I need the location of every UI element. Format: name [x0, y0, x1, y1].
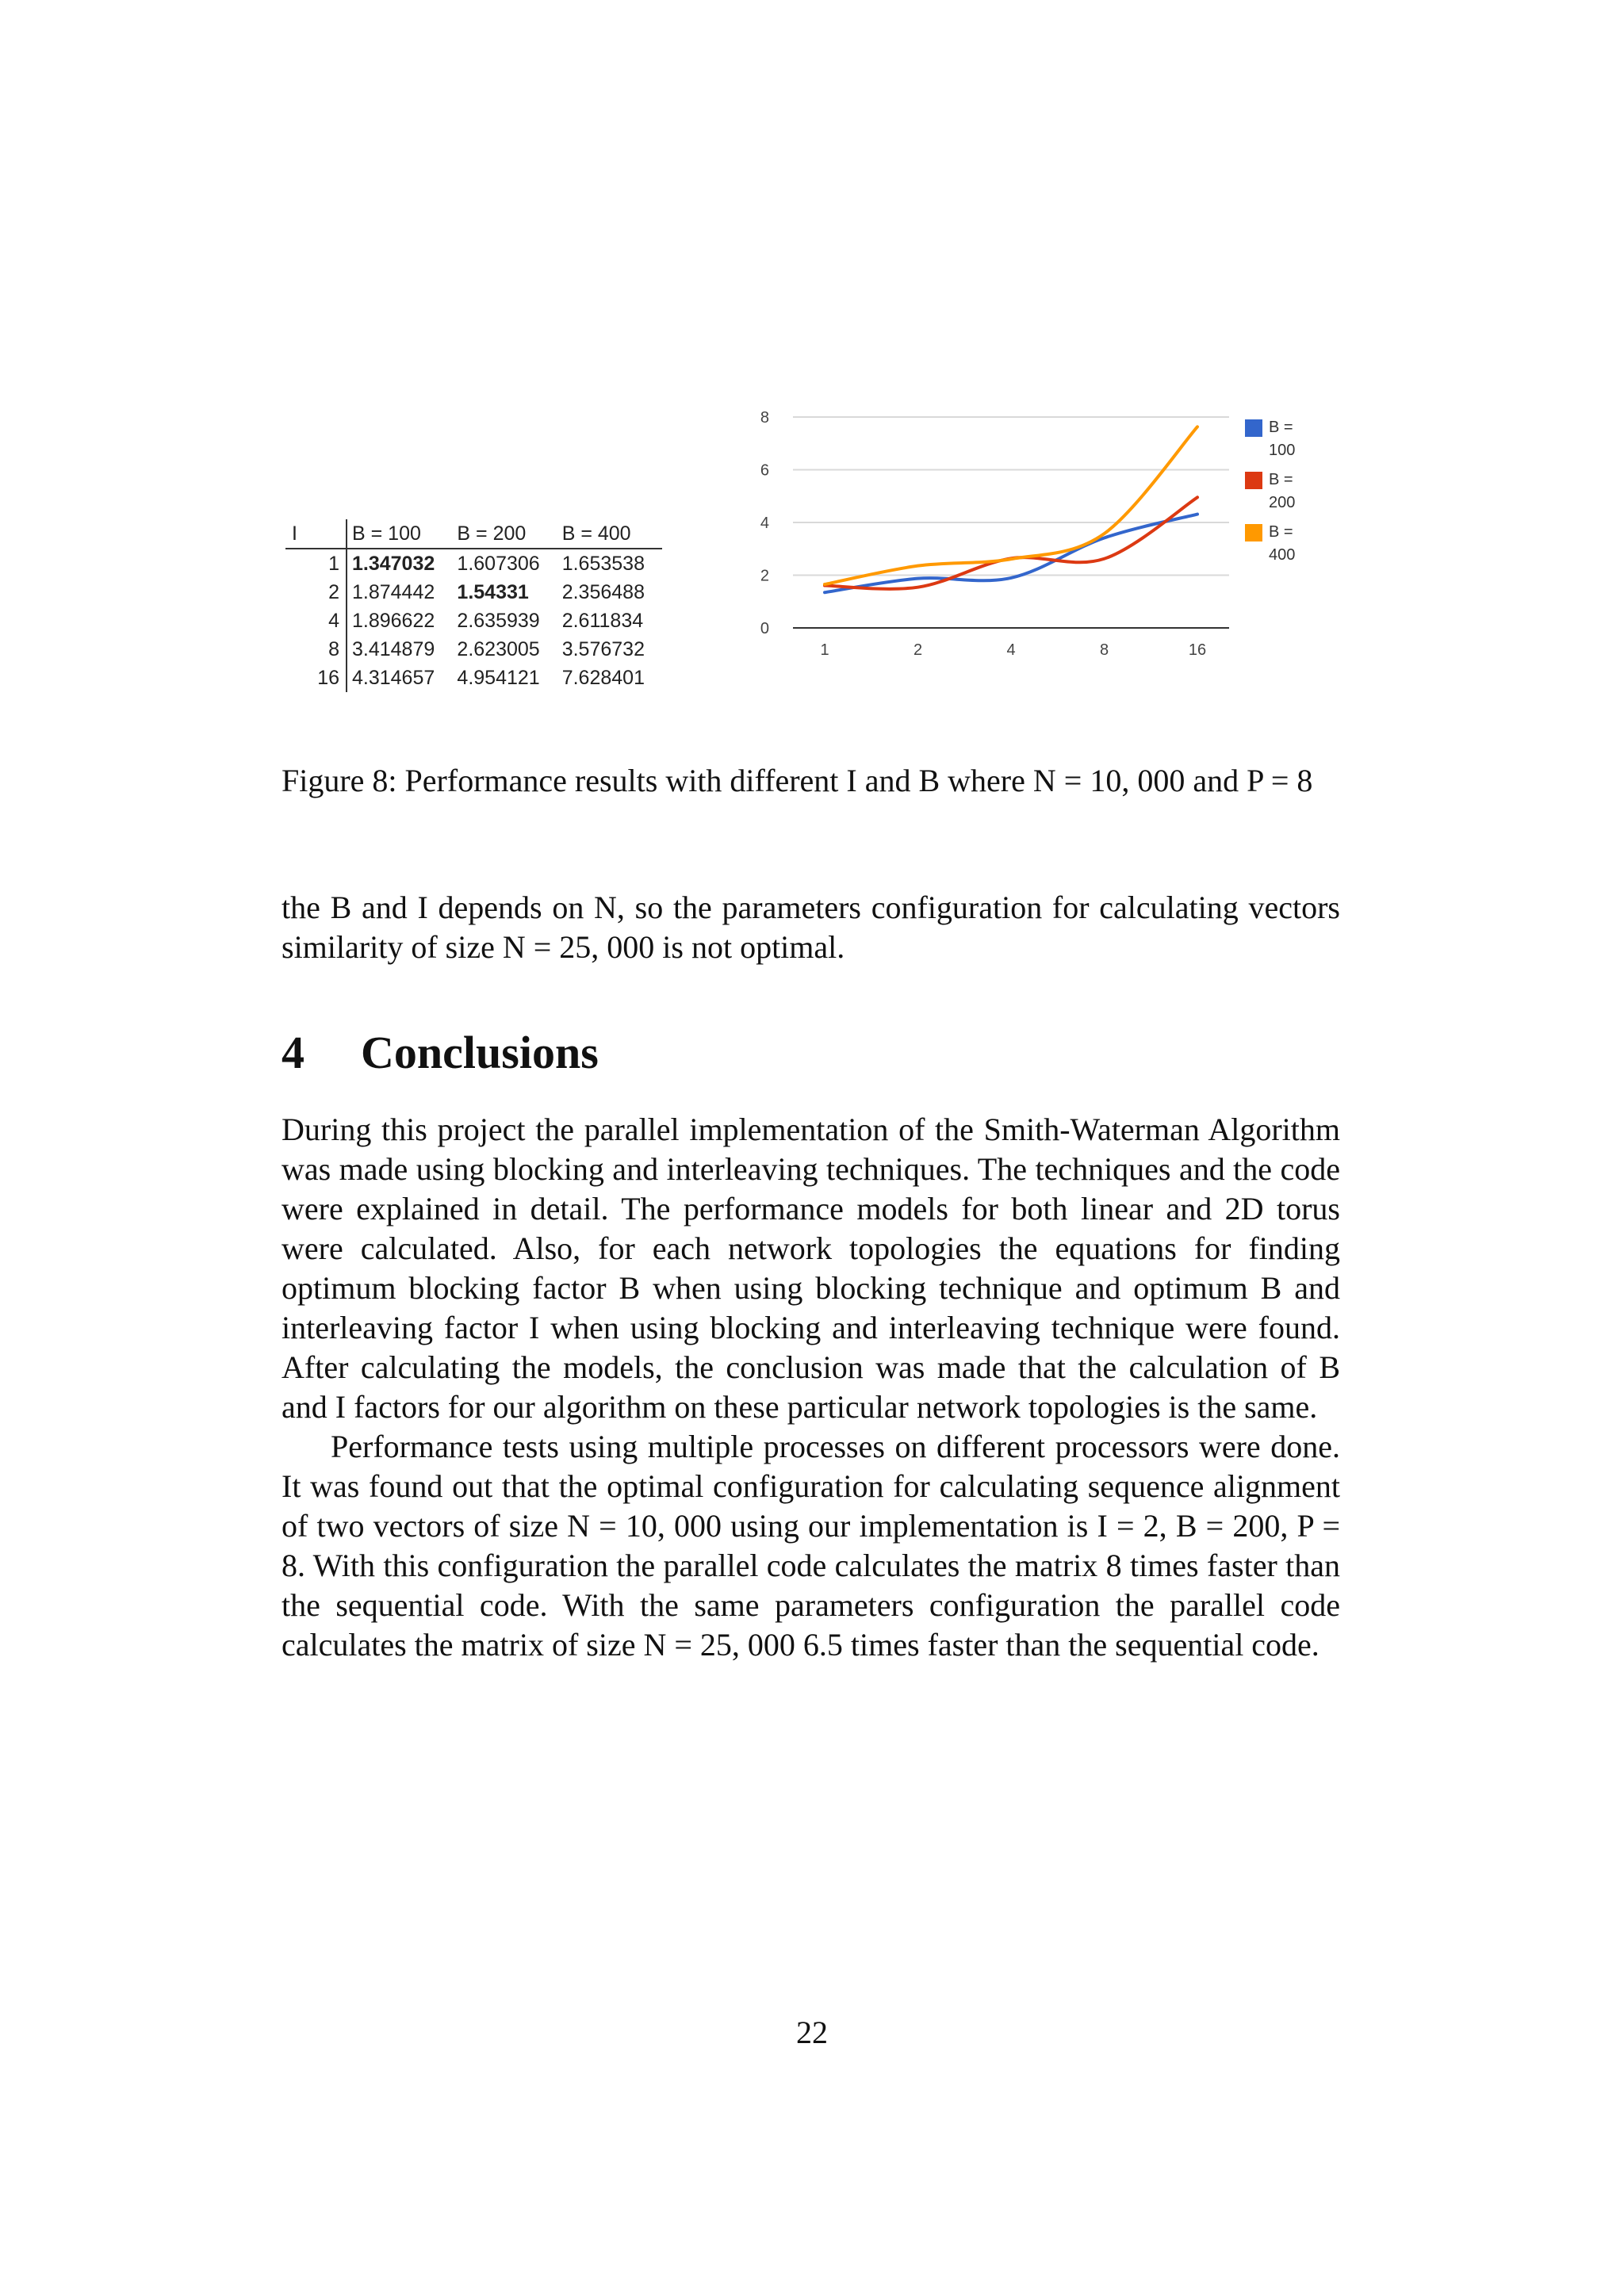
table-cell: 4.954121	[457, 667, 540, 689]
y-tick-label: 0	[760, 620, 769, 637]
series-line-3	[825, 427, 1197, 584]
table-row	[285, 549, 662, 578]
table-cell: 7.628401	[561, 667, 645, 689]
x-tick-label: 8	[1099, 641, 1109, 659]
data-point	[823, 591, 826, 594]
table-cell-i: 8	[285, 635, 347, 664]
table-cell: 2.623005	[457, 638, 540, 660]
data-point	[1103, 532, 1106, 535]
table-cell-i: 2	[285, 578, 347, 607]
paragraph-intro-text: the B and I depends on N, so the parameters configuration for calculating vectors similarity of size N = 25, 000 is not optimal.	[282, 890, 1340, 965]
table-row	[285, 607, 662, 635]
data-point	[1009, 557, 1013, 561]
table-cell: 1.54331	[457, 581, 529, 603]
table-row	[285, 664, 662, 692]
results-table	[285, 519, 662, 692]
x-tick-label: 1	[820, 641, 829, 659]
x-tick-label: 4	[1006, 641, 1016, 659]
table-cell: 3.414879	[352, 638, 435, 660]
performance-line-chart	[737, 396, 1308, 666]
table-header-b200: B = 200	[452, 519, 557, 549]
table-cell: 2.635939	[457, 610, 540, 632]
x-tick-label: 16	[1188, 641, 1207, 659]
data-point	[1196, 513, 1199, 516]
data-point	[1103, 536, 1106, 539]
figure-caption: Figure 8: Performance results with different I and B where N = 10, 000 and P = 8	[282, 763, 1313, 798]
data-point	[917, 577, 920, 580]
legend-item-b400	[1245, 521, 1316, 567]
table-cell: 4.314657	[352, 667, 435, 689]
y-tick-label: 2	[760, 567, 769, 585]
chart-svg	[737, 396, 1229, 666]
table-cell: 1.874442	[352, 581, 435, 603]
section-heading	[282, 1025, 1340, 1081]
y-tick-label: 4	[760, 515, 769, 532]
data-point	[917, 586, 920, 589]
table-body	[285, 549, 662, 692]
legend-label-b400-line2: 400	[1269, 546, 1296, 564]
legend-swatch-b400	[1245, 524, 1262, 541]
conclusions-paragraph-1: During this project the parallel implementation of the Smith-Waterman Algorithm was made using blocking and interleaving techniques. The techniques and the code were explained in detail. The performance models for both linear and 2D torus were calculated. Also, for each network topologies the equations for finding optimum blocking factor B when using blocking technique and optimum B and interleaving factor I when using blocking and interleaving technique were found. After calculating the models, the conclusion was made that the calculation of B and I factors for our algorithm on these particular network topologies is the same.	[282, 1112, 1340, 1425]
conclusions-paragraph-2: Performance tests using multiple processes on different processors were done. It was found out that the optimal configuration for calculating sequence alignment of two vectors of size N = 10, 000 using our implementation is I = 2, B = 200, P = 8. With this configuration the parallel code calculates the matrix 8 times faster than the sequential code. With the same parameters configuration the parallel code calculates the matrix of size N = 25, 000 6.5 times faster than the sequential code.	[282, 1429, 1340, 1663]
series-line-1	[825, 515, 1197, 593]
table-cell: 1.607306	[457, 553, 540, 575]
table-cell: 1.347032	[352, 553, 435, 575]
table-header-b400: B = 400	[557, 519, 662, 549]
data-point	[1103, 557, 1106, 561]
legend-item-b100	[1245, 416, 1316, 462]
legend-item-b200	[1245, 469, 1316, 515]
data-point	[823, 583, 826, 586]
conclusions-body	[282, 1110, 1340, 1665]
legend-label-b400-line1: B =	[1269, 523, 1293, 541]
y-tick-label: 8	[760, 409, 769, 427]
table-cell-i: 1	[285, 549, 347, 578]
table-cell-i: 4	[285, 607, 347, 635]
table-cell: 3.576732	[561, 638, 645, 660]
table-header-row	[285, 519, 662, 549]
table-cell: 2.356488	[561, 581, 645, 603]
data-point	[1196, 425, 1199, 428]
table-cell-i: 16	[285, 664, 347, 692]
section-title: Conclusions	[361, 1027, 599, 1078]
legend-label-b200-line2: 200	[1269, 494, 1296, 511]
table-header-b100: B = 100	[347, 519, 452, 549]
legend-swatch-b100	[1245, 419, 1262, 437]
legend-label-b200-line1: B =	[1269, 471, 1293, 488]
table-cell: 1.896622	[352, 610, 435, 632]
x-tick-label: 2	[913, 641, 923, 659]
legend-swatch-b200	[1245, 472, 1262, 489]
data-point	[1009, 576, 1013, 580]
table-cell: 1.653538	[561, 553, 645, 575]
legend-label-b100-line1: B =	[1269, 419, 1293, 436]
data-point	[1196, 496, 1199, 499]
legend-label-b100-line2: 100	[1269, 442, 1296, 459]
paragraph-intro	[282, 888, 1340, 967]
page-number: 22	[796, 2015, 828, 2050]
table-row	[285, 635, 662, 664]
chart-legend	[1245, 416, 1316, 573]
table-header-i: I	[285, 519, 347, 549]
section-number: 4	[282, 1027, 304, 1078]
table-row	[285, 578, 662, 607]
data-point	[917, 564, 920, 568]
table-cell: 2.611834	[561, 610, 644, 632]
y-tick-label: 6	[760, 461, 769, 480]
